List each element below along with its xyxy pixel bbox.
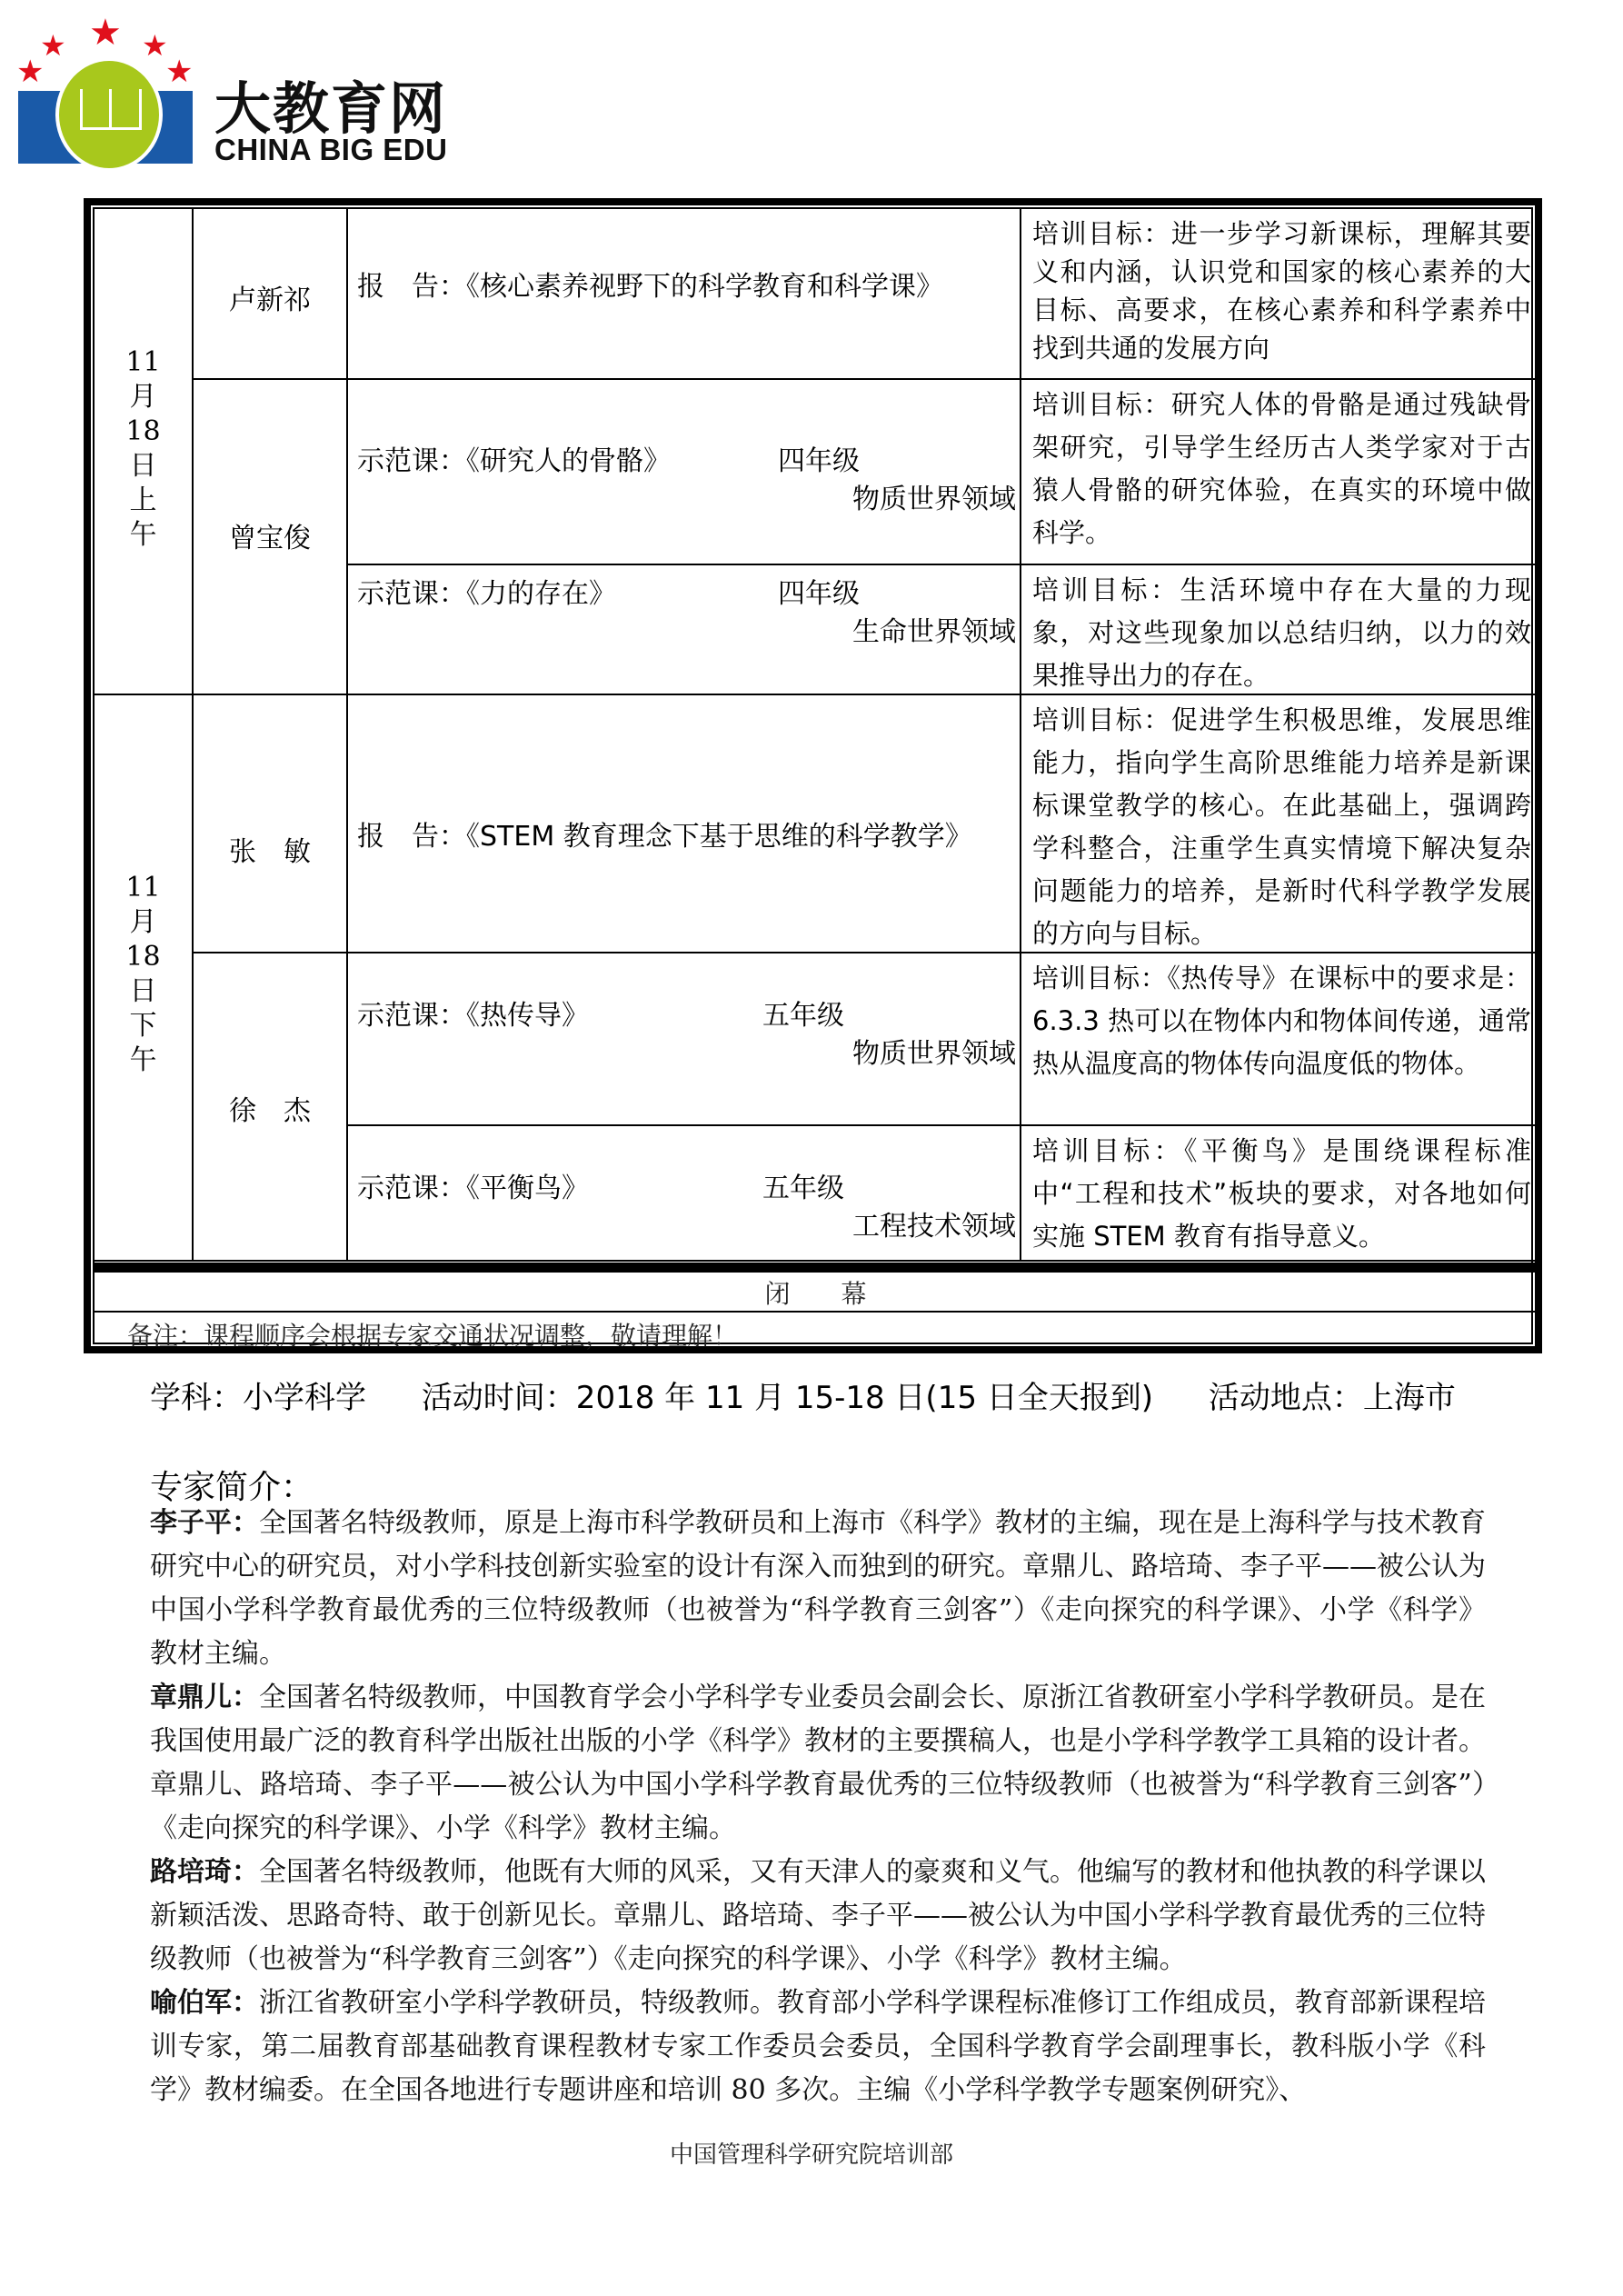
course-domain: 物质世界领域 [852,1038,1016,1070]
date-part: 午 [129,519,157,551]
book-icon [80,89,142,130]
speaker-name: 徐 杰 [229,1095,311,1127]
star-icon: ★ [89,12,122,54]
course-title: 《热传导》 [466,1000,589,1032]
row-divider [95,1311,1537,1313]
speaker-name: 曾宝俊 [229,523,311,554]
training-goal: 培训目标：研究人体的骨骼是通过残缺骨架研究，引导学生经历古人类学家对于古猿人骨骼的研究体验，在真实的环境中做科学。 [1032,389,1531,548]
training-goal: 培训目标：生活环境中存在大量的力现象，对这些现象加以总结归纳，以力的效果推导出力的存在。 [1032,574,1531,691]
expert-bio [150,1982,1486,2112]
expert-text: 全国著名特级教师，原是上海市科学教研员和上海市《科学》教材的主编，现在是上海科学与技术教育研究中心的研究员，对小学科技创新实验室的设计有深入而独到的研究。章鼎儿、路培琦、李子平——被公认为中国小学科学教育最优秀的三位特级教师（也被誉为“科学教育三剑客”）《走向探究的科学课》、小学《科学》教材主编。 [150,1507,1486,1670]
expert-name: 章鼎儿： [150,1682,259,1713]
subject: 学科：小学科学 [150,1380,366,1416]
course-item [357,264,943,304]
expert-bio [150,1676,1486,1851]
date-part: 11 [125,346,161,378]
expert-text: 全国著名特级教师，中国教育学会小学科学专业委员会副会长、原浙江省教研室小学科学教研员。是在我国使用最广泛的教育科学出版社出版的小学《科学》教材的主要撰稿人，也是小学科学教学工具箱的设计者。章鼎儿、路培琦、李子平——被公认为中国小学科学教育最优秀的三位特级教师（也被誉为“科学教育三剑客”）《走向探究的科学课》、小学《科学》教材主编。 [150,1682,1486,1844]
course-grade: 四年级 [778,445,860,477]
activity-info [150,1373,1501,1417]
date-part: 18 [125,415,161,447]
star-icon: ★ [142,28,168,63]
date-part: 11 [125,872,161,903]
course-item [357,1165,1016,1247]
date-part: 上 [129,484,157,516]
course-title: 《研究人的骨骼》 [466,445,671,477]
training-goal: 培训目标：促进学生积极思维，发展思维能力，指向学生高阶思维能力培养是新课标课堂教学的核心。在此基础上，强调跨学科整合，注重学生真实情境下解决复杂问题能力的培养，是新时代科学教学发展的方向与目标。 [1032,704,1531,949]
activity-time: 活动时间：2018 年 11 月 15-18 日(15 日全天报到) [421,1380,1154,1416]
course-title: 《力的存在》 [466,578,616,610]
experts-list [150,1502,1486,2112]
course-grade: 五年级 [762,1000,844,1032]
course-type: 示范课： [357,1173,466,1204]
date-part: 日 [129,975,157,1007]
date-part: 月 [129,381,157,413]
course-domain: 生命世界领域 [852,616,1016,648]
date-part: 月 [129,906,157,938]
logo-name-en: CHINA BIG EDU [214,133,448,166]
course-type: 示范课： [357,445,466,477]
course-item [357,571,1016,653]
column-divider [346,209,348,1262]
session-date [95,871,192,1078]
page-footer: 中国管理科学研究院培训部 [669,2141,953,2169]
schedule-table [84,198,1542,1353]
speaker-name: 卢新祁 [229,285,311,316]
date-part: 下 [129,1010,157,1042]
activity-location: 活动地点：上海市 [1208,1380,1456,1416]
training-goal: 培训目标：《热传导》在课标中的要求是：6.3.3 热可以在物体内和物体间传递，通常热从温度高的物体传向温度低的物体。 [1032,963,1531,1079]
expert-name: 喻伯军： [150,1987,259,2019]
speaker-name: 张 敏 [229,836,311,868]
course-type: 报 告： [357,821,466,853]
course-domain: 物质世界领域 [852,484,1016,515]
expert-bio [150,1502,1486,1676]
course-title: 《STEM 教育理念下基于思维的科学教学》 [466,821,972,853]
training-goal: 培训目标：《平衡鸟》是围绕课程标准中“工程和技术”板块的要求，对各地如何实施 STEM 教育有指导意义。 [1032,1135,1531,1252]
session-date [95,345,192,553]
section-divider [95,1263,1537,1271]
row-divider [95,1260,1537,1262]
course-type: 报 告： [357,271,466,303]
expert-name: 路培琦： [150,1856,259,1888]
expert-bio [150,1851,1486,1982]
training-goal: 培训目标：进一步学习新课标，理解其要义和内涵，认识党和国家的核心素养的大目标、高要求，在核心素养和科学素养中找到共通的发展方向 [1032,218,1531,364]
course-item [357,814,972,854]
experts-heading: 专家简介： [150,1469,314,1506]
star-icon: ★ [40,28,66,63]
course-item [357,438,1016,520]
expert-text: 全国著名特级教师，他既有大师的风采，又有天津人的豪爽和义气。他编写的教材和他执教的科学课以新颖活泼、思路奇特、敢于创新见长。章鼎儿、路培琦、李子平——被公认为中国小学科学教育最优秀的三位特级教师（也被誉为“科学教育三剑客”）《走向探究的科学课》、小学《科学》教材主编。 [150,1856,1486,1975]
course-title: 《平衡鸟》 [466,1173,589,1204]
star-icon: ★ [16,54,45,90]
closing-ceremony: 闭 幕 [764,1279,867,1309]
date-part: 午 [129,1044,157,1076]
course-type: 示范课： [357,1000,466,1032]
course-type: 示范课： [357,578,466,610]
date-part: 18 [125,941,161,973]
course-grade: 五年级 [762,1173,844,1204]
course-domain: 工程技术领域 [852,1211,1016,1243]
row-divider [95,1271,1537,1273]
remark-note: 备注：课程顺序会根据专家交通状况调整，敬请理解！ [127,1321,739,1351]
star-icon: ★ [165,54,194,90]
course-title: 《核心素养视野下的科学教育和科学课》 [466,271,943,303]
logo-name-cn: 大教育网 [214,75,448,142]
expert-text: 浙江省教研室小学科学教研员，特级教师。教育部小学科学课程标准修订工作组成员，教育部新课程培训专家，第二届教育部基础教育课程教材专家工作委员会委员，全国科学教育学会副理事长，教科版小学《科学》教材编委。在全国各地进行专题讲座和培训 80 多次。主编《小学科学教学专题案例研究》、 [150,1987,1486,2106]
course-grade: 四年级 [778,578,860,610]
logo [16,12,489,166]
course-item [357,993,1016,1074]
expert-name: 李子平： [150,1507,259,1539]
date-part: 日 [129,450,157,482]
